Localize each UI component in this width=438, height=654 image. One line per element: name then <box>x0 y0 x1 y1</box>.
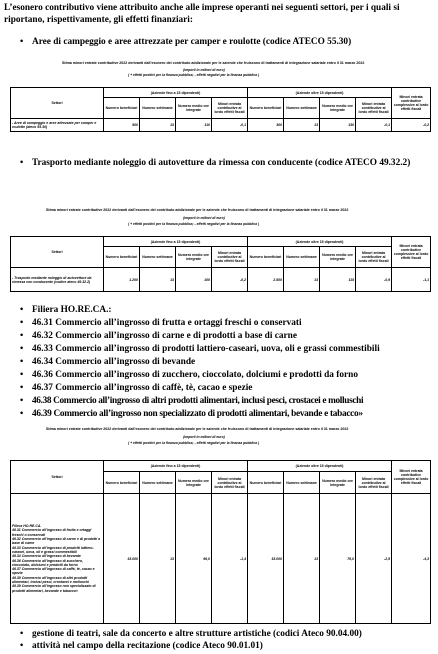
cell-value: -0,1 <box>212 119 248 132</box>
bullet-dot-icon: • <box>20 331 24 341</box>
cell-value: 13 <box>140 268 176 292</box>
header-ore: Numero medio ore integrate <box>176 247 212 268</box>
cell-value: 15.000 <box>104 494 140 624</box>
header-settimane: Numero settimane <box>140 98 176 119</box>
row-label <box>11 494 104 624</box>
bullet-dot-icon: • <box>20 396 24 406</box>
header-settimane: Numero settimane <box>284 98 320 119</box>
bullet-dot-icon: • <box>20 37 24 47</box>
bullet-text: Aree di campeggio e aree attrezzate per camper e roulotte (codice ATECO 55.30) <box>32 37 352 47</box>
cell-total: -1,1 <box>392 268 431 292</box>
header-settimane: Numero settimane <box>140 247 176 268</box>
bullet-text: 46.32 Commercio all’ingrosso di carne e di prodotti a base di carne <box>32 331 297 341</box>
cell-value: 13 <box>140 494 176 624</box>
table-unit: (importi in milioni di euro) <box>183 216 225 220</box>
table-note: ( + effetti positivi per la finanza pubblica; - effetti negativi per la finanza pubblica ) <box>128 441 260 445</box>
table-title: Stima minori entrate contributive 2022 derivanti dall’esonero del contributo addizionale per le aziende che fruiscono di trattamenti di integrazione salariale entro il 31 marzo 2022 <box>46 208 349 212</box>
bullet-dot-icon: • <box>20 629 24 639</box>
row-label-line: 46.34 Commercio all’ingrosso di bevande <box>12 554 81 559</box>
row-label-line: 46.31 Commercio all’ingrosso di frutta e ortaggi freschi o conservati <box>12 528 92 537</box>
bullet-dot-icon: • <box>20 357 24 367</box>
cell-value: 500 <box>104 119 140 132</box>
bullet-text: gestione di teatri, sale da concerto e altre strutture artistiche (codici Ateco 90.04.00) <box>32 629 362 639</box>
cell-value: 115 <box>320 268 356 292</box>
header-group1: (Aziende fino a 15 dipendenti) <box>104 461 248 472</box>
header-group1: (Aziende fino a 15 dipendenti) <box>104 88 248 98</box>
header-beneficiari: Numero beneficiari <box>104 472 140 494</box>
header-beneficiari: Numero beneficiari <box>248 98 284 119</box>
bullet-dot-icon: • <box>20 318 24 328</box>
cell-value: 15.000 <box>248 494 284 624</box>
header-ore: Numero medio ore integrate <box>176 98 212 119</box>
cell-value: 96,0 <box>176 494 212 624</box>
effects-table-trasporto <box>10 236 431 292</box>
header-beneficiari: Numero beneficiari <box>104 247 140 268</box>
cell-value: 2.500 <box>248 268 284 292</box>
cell-value: 13 <box>284 268 320 292</box>
bullet-dot-icon: • <box>20 370 24 380</box>
table-row <box>11 268 431 292</box>
row-label-line: 46.39 Commercio all’ingrosso non specializzato di prodotti alimentari, bevande e tabacco» <box>12 584 96 593</box>
header-total: Minori entrata contributive complessive al lordo effetti fiscali <box>392 88 431 119</box>
header-group2: (Aziende oltre 15 dipendenti) <box>248 461 392 472</box>
row-label-line: 46.32 Commercio all’ingrosso di carne e di prodotti a base di carne <box>12 537 101 546</box>
header-settori: Settori <box>11 237 104 268</box>
cell-value: 110 <box>176 119 212 132</box>
bullet-dot-icon: • <box>20 409 24 419</box>
cell-value: -0,2 <box>212 268 248 292</box>
cell-value: 76,0 <box>320 494 356 624</box>
cell-value: 1.200 <box>104 268 140 292</box>
header-beneficiari: Numero beneficiari <box>248 247 284 268</box>
header-minori: Minori entrata contributive al lordo effetti fiscali <box>212 472 248 494</box>
table-title: Stima minori entrate contributive 2022 derivanti dall’esonero del contributo addizionale per le aziende che fruiscono di trattamenti di integrazione salariale entro il 31 marzo 2022 <box>46 427 349 431</box>
effects-table-filiera <box>10 460 431 624</box>
header-settori: Settori <box>11 461 104 494</box>
header-settimane: Numero settimane <box>284 247 320 268</box>
header-minori: Minori entrata contributive al lordo effetti fiscali <box>356 472 392 494</box>
bullet-text: 46.33 Commercio all’ingrosso di prodotti lattiero-caseari, uova, oli e grassi commestibili <box>32 344 380 354</box>
header-minori: Minori entrata contributive al lordo effetti fiscali <box>356 247 392 268</box>
bullet-dot-icon: • <box>20 158 24 168</box>
header-total: Minori entrata contributive complessive al lordo effetti fiscali <box>392 461 431 494</box>
cell-total: -4,3 <box>392 494 431 624</box>
table-unit: (importi in milioni di euro) <box>183 435 225 439</box>
table-row <box>11 494 431 624</box>
cell-value: -1,4 <box>212 494 248 624</box>
bullet-text: 46.38 Commercio all’ingrosso di altri prodotti alimentari, inclusi pesci, crostacei e molluschi <box>32 396 364 406</box>
bullet-text: attività nel campo della recitazione (codice Ateco 90.01.01) <box>32 641 263 651</box>
header-minori: Minori entrata contributive al lordo effetti fiscali <box>212 247 248 268</box>
row-label: - Trasporto mediante noleggio di autovetture da rimessa con conducente (codice ateco 49.32.2) <box>11 268 104 292</box>
row-label: - Aree di campeggio e aree attrezzate per camper e roulotte (ateco 55.30) <box>11 119 104 132</box>
header-beneficiari: Numero beneficiari <box>248 472 284 494</box>
cell-value: 100 <box>176 268 212 292</box>
cell-value: -0,9 <box>356 268 392 292</box>
cell-value: 13 <box>284 494 320 624</box>
cell-value: 300 <box>248 119 284 132</box>
row-label-line: Filiera HO.RE.CA. <box>12 524 42 529</box>
cell-value: -0,1 <box>356 119 392 132</box>
bullet-text: 46.39 Commercio all’ingrosso non specializzato di prodotti alimentari, bevande e tabacco» <box>32 409 363 419</box>
header-ore: Numero medio ore integrate <box>320 98 356 119</box>
header-ore: Numero medio ore integrate <box>320 472 356 494</box>
bullet-text: 46.36 Commercio all’ingrosso di zucchero, cioccolato, dolciumi e prodotti da forno <box>32 370 358 380</box>
table-note: ( + effetti positivi per la finanza pubblica; - effetti negativi per la finanza pubblica ) <box>128 73 260 77</box>
table-title: Stima minori entrate contributive 2022 derivanti dall’esonero del contributo addizionale per le aziende che fruiscono di trattamenti di integrazione salariale entro il 31 marzo 2022 <box>62 61 365 65</box>
row-label-line: 46.33 Commercio all’ingrosso di prodotti lattiero-caseari, uova, oli e grassi commestibili <box>12 545 94 554</box>
cell-value: 13 <box>140 119 176 132</box>
bullet-dot-icon: • <box>20 641 24 651</box>
bullet-text: Trasporto mediante noleggio di autovetture da rimessa con conducente (codice ATECO 49.32.2) <box>32 158 411 168</box>
bullet-text: 46.31 Commercio all’ingrosso di frutta e ortaggi freschi o conservati <box>32 318 302 328</box>
intro-paragraph: L’esonero contributivo viene attribuito anche alle imprese operanti nei seguenti settori, per i quali si riportano, rispettivamente, gli effetti finanziari: <box>4 3 400 25</box>
header-beneficiari: Numero beneficiari <box>104 98 140 119</box>
bullet-text: 46.37 Commercio all’ingrosso di caffè, tè, cacao e spezie <box>32 383 253 393</box>
table-unit: (importi in milioni di euro) <box>183 68 225 72</box>
cell-total: -0,2 <box>392 119 431 132</box>
row-label-line: 46.36 Commercio all’ingrosso di zucchero, cioccolato, dolciumi e prodotti da forno <box>12 558 83 567</box>
bullet-dot-icon: • <box>20 344 24 354</box>
row-label-line: 46.37 Commercio all’ingrosso di caffè, tè, cacao e spezie <box>12 567 95 576</box>
bullet-text: 46.34 Commercio all’ingrosso di bevande <box>32 357 196 367</box>
header-group2: (Aziende oltre 15 dipendenti) <box>248 88 392 98</box>
header-settori: Settori <box>11 88 104 119</box>
header-minori: Minori entrata contributive al lordo effetti fiscali <box>356 98 392 119</box>
effects-table-campeggio <box>10 87 431 132</box>
header-ore: Numero medio ore integrate <box>320 247 356 268</box>
cell-value: -2,9 <box>356 494 392 624</box>
cell-value: 13 <box>284 119 320 132</box>
bullet-dot-icon: • <box>20 305 24 315</box>
table-row <box>11 119 431 132</box>
bullet-text: Filiera HO.RE.CA.: <box>32 305 112 315</box>
header-settimane: Numero settimane <box>140 472 176 494</box>
cell-value: 130 <box>320 119 356 132</box>
header-settimane: Numero settimane <box>284 472 320 494</box>
table-note: ( + effetti positivi per la finanza pubblica; - effetti negativi per la finanza pubblica ) <box>128 222 260 226</box>
header-group2: (Aziende oltre 15 dipendenti) <box>248 237 392 247</box>
header-ore: Numero medio ore integrate <box>176 472 212 494</box>
bullet-dot-icon: • <box>20 383 24 393</box>
header-minori: Minori entrata contributive al lordo effetti fiscali <box>212 98 248 119</box>
header-group1: (Aziende fino a 15 dipendenti) <box>104 237 248 247</box>
header-total: Minori entrata contributive complessive al lordo effetti fiscali <box>392 237 431 268</box>
row-label-line: 46.38 Commercio all’ingrosso di altri prodotti alimentari, inclusi pesci, crostacei e molluschi <box>12 575 90 584</box>
